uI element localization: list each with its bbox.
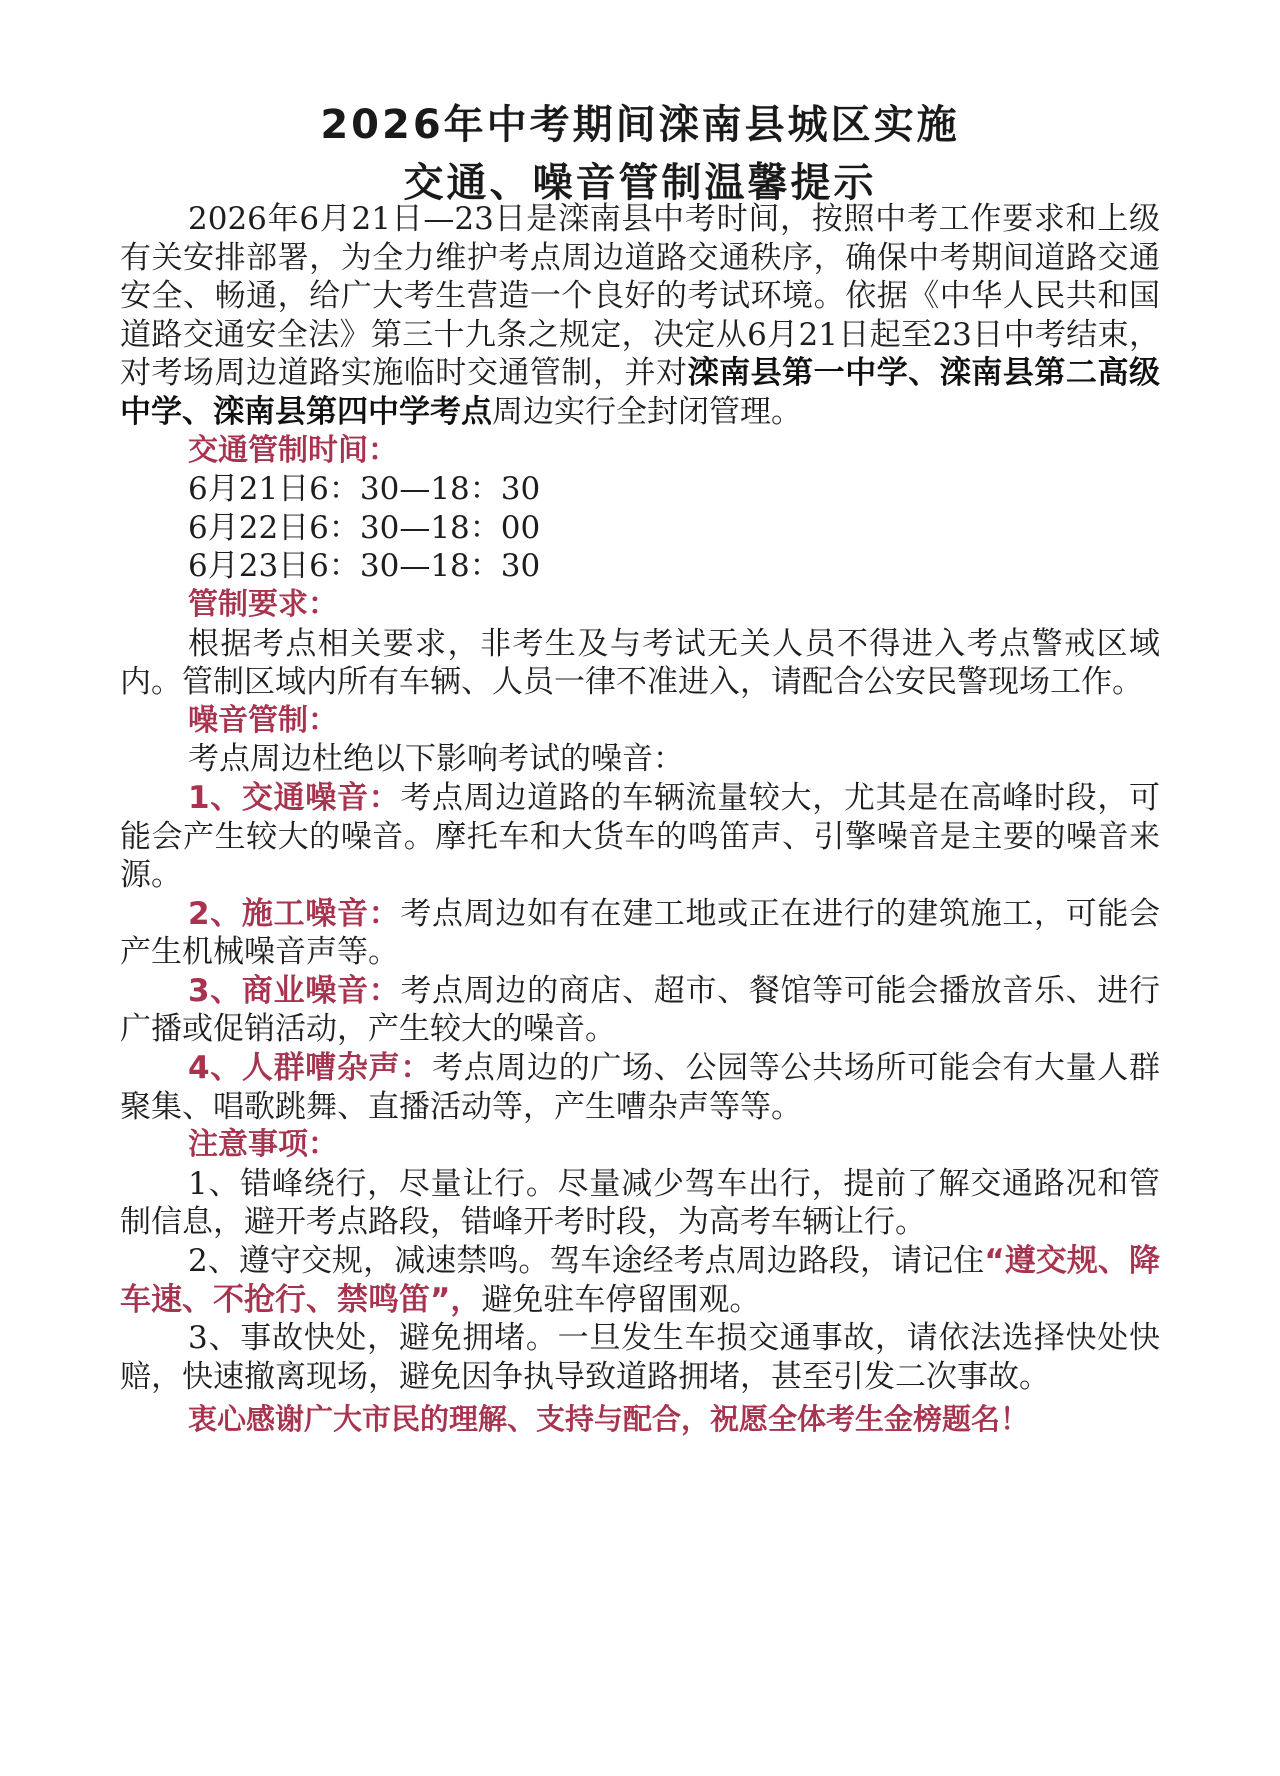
notes-item-2-quote: “遵交规、降车速、不抢行、禁鸣笛”，: [120, 1243, 1160, 1318]
notes-item-3: 3、事故快处，避免拥堵。一旦发生车损交通事故，请依法选择快处快赔，快速撤离现场，避免因争执导致道路拥堵，甚至引发二次事故。: [120, 1320, 1160, 1395]
noise-item-label: 1、交通噪音：: [188, 779, 401, 816]
noise-item-label: 4、人群嘈杂声：: [188, 1050, 433, 1087]
noise-item-text: 考点周边的广场、公园等公共场所可能会有大量人群聚集、唱歌跳舞、直播活动等，产生嘈杂声等等。: [120, 1050, 1160, 1125]
notice-body: [120, 200, 1160, 1439]
intro-text-1: 2026年6月21日—23日是滦南县中考时间，按照中考工作要求和上级有关安排部署，为全力维护考点周边道路交通秩序，确保中考期间道路交通安全、畅通，给广大考生营造一个良好的考试环境。依据《中华人民共和国道路交通安全法》第三十九条之规定，决定从6月21日起至23日中考结束，对考场周边道路实施临时交通管制，并对: [120, 201, 1160, 392]
notice-title-line1: 2026年中考期间滦南县城区实施: [320, 102, 960, 148]
traffic-time-line: 6月22日6：30—18：00: [188, 509, 541, 546]
requirements-text: 根据考点相关要求，非考生及与考试无关人员不得进入考点警戒区域内。管制区域内所有车辆、人员一律不准进入，请配合公安民警现场工作。: [120, 625, 1160, 701]
noise-item: [120, 1049, 1160, 1126]
noise-item-label: 3、商业噪音：: [188, 972, 401, 1009]
noise-item: [120, 895, 1160, 972]
notes-item-2: [120, 1242, 1160, 1319]
closing-message: 衷心感谢广大市民的理解、支持与配合，祝愿全体考生金榜题名！: [188, 1402, 1030, 1437]
noise-item-text: 考点周边道路的车辆流量较大，尤其是在高峰时段，可能会产生较大的噪音。摩托车和大货车的鸣笛声、引擎噪音是主要的噪音来源。: [120, 779, 1160, 894]
noise-intro: 考点周边杜绝以下影响考试的噪音：: [188, 741, 684, 778]
noise-item-text: 考点周边的商店、超市、餐馆等可能会播放音乐、进行广播或促销活动，产生较大的噪音。: [120, 972, 1160, 1048]
noise-item: [120, 779, 1160, 895]
intro-text-2: 周边实行全封闭管理。: [492, 393, 802, 430]
notes-item-2-text: 2、遵守交规，减速禁鸣。驾车途经考点周边路段，请记住: [188, 1243, 985, 1280]
noise-item-text: 考点周边如有在建工地或正在进行的建筑施工，可能会产生机械噪音声等。: [120, 895, 1160, 971]
intro-paragraph: [120, 200, 1160, 432]
noise-item-label: 2、施工噪音：: [188, 895, 401, 932]
noise-item: [120, 972, 1160, 1049]
requirements-heading: 管制要求：: [188, 586, 338, 622]
notes-item-1: 1、错峰绕行，尽量让行。尽量减少驾车出行，提前了解交通路况和管制信息，避开考点路段，错峰开考时段，为高考车辆让行。: [120, 1165, 1160, 1241]
traffic-time-line: 6月23日6：30—18：30: [188, 548, 541, 585]
noise-heading: 噪音管制：: [188, 702, 338, 738]
traffic-time-heading: 交通管制时间：: [188, 432, 398, 468]
notes-heading: 注意事项：: [188, 1127, 338, 1163]
notes-item-2-end: 避免驻车停留围观。: [481, 1281, 761, 1318]
traffic-time-line: 6月21日6：30—18：30: [188, 471, 541, 508]
notice-title-line2: 交通、噪音管制温馨提示: [403, 160, 877, 206]
intro-schools: 滦南县第一中学、滦南县第二高级中学、滦南县第四中学考点: [120, 355, 1160, 430]
